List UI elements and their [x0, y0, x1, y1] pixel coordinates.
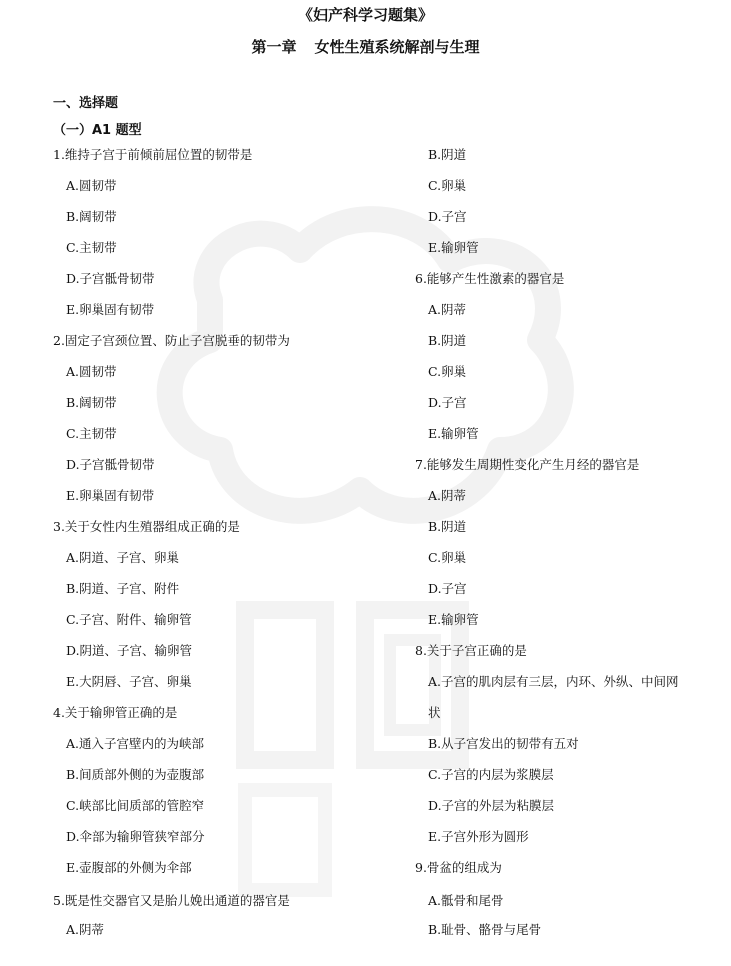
answer-option: C.主韧带 — [66, 426, 117, 441]
answer-option: D.子宫的外层为粘膜层 — [428, 798, 555, 813]
answer-option: B.阴道 — [428, 333, 467, 348]
chapter-title — [0, 36, 731, 57]
question-stem: 7.能够发生周期性变化产生月经的器官是 — [415, 457, 640, 472]
answer-option: C.卵巢 — [428, 178, 467, 193]
answer-option: B.阴道 — [428, 147, 467, 162]
answer-option: A.骶骨和尾骨 — [428, 893, 504, 908]
chapter-number: 第一章 — [251, 38, 297, 56]
answer-option: C.卵巢 — [428, 364, 467, 379]
answer-option: C.卵巢 — [428, 550, 467, 565]
answer-option: B.阔韧带 — [66, 209, 117, 224]
answer-option: A.阴蒂 — [66, 922, 105, 937]
question-stem: 9.骨盆的组成为 — [415, 860, 502, 875]
answer-option: C.子宫、附件、输卵管 — [66, 612, 192, 627]
answer-option: E.壶腹部的外侧为伞部 — [66, 860, 192, 875]
answer-option: A.圆韧带 — [66, 178, 117, 193]
answer-option: E.卵巢固有韧带 — [66, 302, 155, 317]
answer-option: E.卵巢固有韧带 — [66, 488, 155, 503]
answer-option: E.输卵管 — [428, 612, 479, 627]
question-stem: 4.关于输卵管正确的是 — [53, 705, 178, 720]
answer-option: E.子宫外形为圆形 — [428, 829, 529, 844]
question-stem: 6.能够产生性激素的器官是 — [415, 271, 565, 286]
answer-option: B.耻骨、骼骨与尾骨 — [428, 922, 542, 937]
chapter-name: 女性生殖系统解剖与生理 — [314, 38, 480, 56]
answer-option: B.阴道 — [428, 519, 467, 534]
answer-option: D.子宫 — [428, 581, 467, 596]
answer-option: D.子宫骶骨韧带 — [66, 271, 155, 286]
answer-option: 状 — [428, 705, 441, 720]
answer-option: D.阴道、子宫、输卵管 — [66, 643, 193, 658]
answer-option: D.子宫 — [428, 395, 467, 410]
answer-option: D.子宫 — [428, 209, 467, 224]
answer-option: D.伞部为输卵管狭窄部分 — [66, 829, 205, 844]
answer-option: A.子宫的肌肉层有三层，内环、外纵、中间网 — [428, 674, 679, 689]
answer-option: A.阴道、子宫、卵巢 — [66, 550, 180, 565]
section-heading: 一、选择题 — [53, 96, 119, 111]
answer-option: D.子宫骶骨韧带 — [66, 457, 155, 472]
question-stem: 2.固定子宫颈位置、防止子宫脱垂的韧带为 — [53, 333, 290, 348]
answer-option: E.大阴唇、子宫、卵巢 — [66, 674, 192, 689]
question-stem: 8.关于子宫正确的是 — [415, 643, 527, 658]
answer-option: C.峡部比间质部的管腔窄 — [66, 798, 205, 813]
answer-option: A.阴蒂 — [428, 488, 467, 503]
answer-option: A.阴蒂 — [428, 302, 467, 317]
question-stem: 3.关于女性内生殖器组成正确的是 — [53, 519, 240, 534]
answer-option: E.输卵管 — [428, 240, 479, 255]
question-stem: 1.维持子宫于前倾前屈位置的韧带是 — [53, 147, 253, 162]
answer-option: A.圆韧带 — [66, 364, 117, 379]
answer-option: B.从子宫发出的韧带有五对 — [428, 736, 579, 751]
document-title: 《妇产科学习题集》 — [297, 6, 433, 24]
question-stem: 5.既是性交器官又是胎儿娩出通道的器官是 — [53, 893, 290, 908]
answer-option: A.通入子宫壁内的为峡部 — [66, 736, 205, 751]
answer-option: B.间质部外侧的为壶腹部 — [66, 767, 205, 782]
subsection-heading: （一）A1 题型 — [53, 123, 142, 138]
answer-option: B.阴道、子宫、附件 — [66, 581, 180, 596]
answer-option: C.子宫的内层为浆膜层 — [428, 767, 554, 782]
answer-option: E.输卵管 — [428, 426, 479, 441]
answer-option: B.阔韧带 — [66, 395, 117, 410]
answer-option: C.主韧带 — [66, 240, 117, 255]
